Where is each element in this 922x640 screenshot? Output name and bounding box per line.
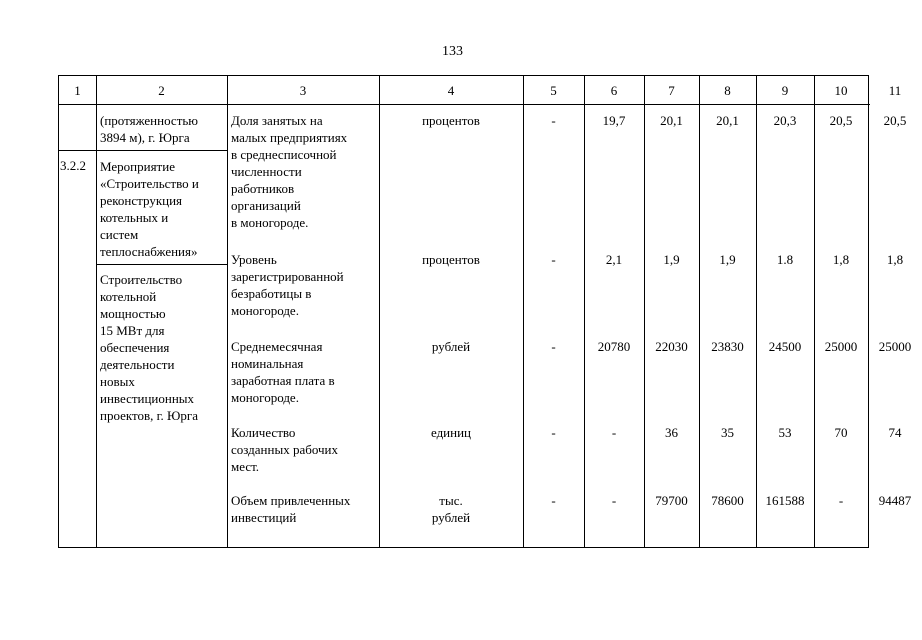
header-col-9: 9 bbox=[781, 83, 789, 98]
indicator-unit: рублей bbox=[431, 339, 471, 354]
header-col-6: 6 bbox=[610, 83, 618, 98]
activity-description: Строительство котельной мощностью 15 МВт для обеспечения деятельности новых инвестиционных проектов, г. Юрга bbox=[100, 272, 199, 423]
indicator-value: 94487 bbox=[878, 493, 912, 508]
indicator-value: 2,1 bbox=[605, 252, 623, 267]
indicator-value: 161588 bbox=[765, 493, 805, 508]
header-col-5: 5 bbox=[550, 83, 557, 98]
indicator-name: Уровень зарегистрированной безработицы в моногороде. bbox=[231, 252, 344, 318]
indicator-value: 78600 bbox=[711, 493, 744, 508]
indicator-unit: процентов bbox=[422, 252, 480, 267]
indicator-name: Объем привлеченных инвестиций bbox=[231, 493, 351, 525]
header-col-10: 10 bbox=[834, 83, 848, 98]
indicator-value: 20,3 bbox=[773, 113, 797, 128]
data-table bbox=[58, 75, 912, 548]
indicator-name: Количество созданных рабочих мест. bbox=[231, 425, 338, 474]
indicator-value: 24500 bbox=[768, 339, 802, 354]
indicator-value: 35 bbox=[721, 425, 734, 440]
indicator-value: 25000 bbox=[878, 339, 912, 354]
row-number: 3.2.2 bbox=[60, 158, 86, 173]
indicator-value: 74 bbox=[888, 425, 902, 440]
header-col-1: 1 bbox=[74, 83, 81, 98]
indicator-value: 19,7 bbox=[602, 113, 626, 128]
indicator-value: 70 bbox=[834, 425, 848, 440]
indicator-value: 20,5 bbox=[829, 113, 853, 128]
header-col-8: 8 bbox=[724, 83, 731, 98]
indicator-value: 20,1 bbox=[660, 113, 683, 128]
indicator-value: 36 bbox=[665, 425, 678, 440]
activity-title: Мероприятие «Строительство и реконструкция котельных и систем теплоснабжения» bbox=[100, 159, 199, 259]
indicator-value: 1,9 bbox=[719, 252, 736, 267]
indicator-value: - bbox=[551, 113, 556, 128]
indicator-value: 22030 bbox=[655, 339, 688, 354]
indicator-value: 25000 bbox=[824, 339, 858, 354]
indicator-value: 20,1 bbox=[716, 113, 739, 128]
header-col-2: 2 bbox=[158, 83, 165, 98]
header-col-4: 4 bbox=[447, 83, 455, 98]
header-col-3: 3 bbox=[299, 83, 307, 98]
indicator-value: 20780 bbox=[597, 339, 631, 354]
indicator-value: 23830 bbox=[711, 339, 744, 354]
indicator-value: - bbox=[611, 425, 617, 440]
indicator-unit: единиц bbox=[430, 425, 472, 440]
indicator-value: - bbox=[551, 425, 556, 440]
indicator-value: 1.8 bbox=[776, 252, 794, 267]
indicator-value: 20,5 bbox=[883, 113, 907, 128]
indicator-value: 1,9 bbox=[663, 252, 680, 267]
indicator-value: - bbox=[551, 493, 556, 508]
activity-continuation: (протяженностью 3894 м), г. Юрга bbox=[100, 113, 199, 145]
indicator-name: Среднемесячная номинальная заработная плата в моногороде. bbox=[231, 339, 335, 405]
indicator-value: - bbox=[838, 493, 844, 508]
indicator-value: - bbox=[551, 339, 556, 354]
indicator-value: 79700 bbox=[655, 493, 688, 508]
indicator-value: 1,8 bbox=[886, 252, 904, 267]
indicator-name: Доля занятых на малых предприятиях в среднесписочной численности работников организаций в моногороде. bbox=[231, 113, 348, 230]
indicator-value: 1,8 bbox=[832, 252, 850, 267]
header-col-11: 11 bbox=[888, 83, 902, 98]
indicator-value: - bbox=[551, 252, 556, 267]
page-number: 133 bbox=[442, 44, 463, 59]
header-col-7: 7 bbox=[668, 83, 675, 98]
indicator-unit: тыс. рублей bbox=[431, 493, 471, 525]
indicator-unit: процентов bbox=[422, 113, 480, 128]
indicator-value: 53 bbox=[778, 425, 792, 440]
indicator-value: - bbox=[611, 493, 617, 508]
